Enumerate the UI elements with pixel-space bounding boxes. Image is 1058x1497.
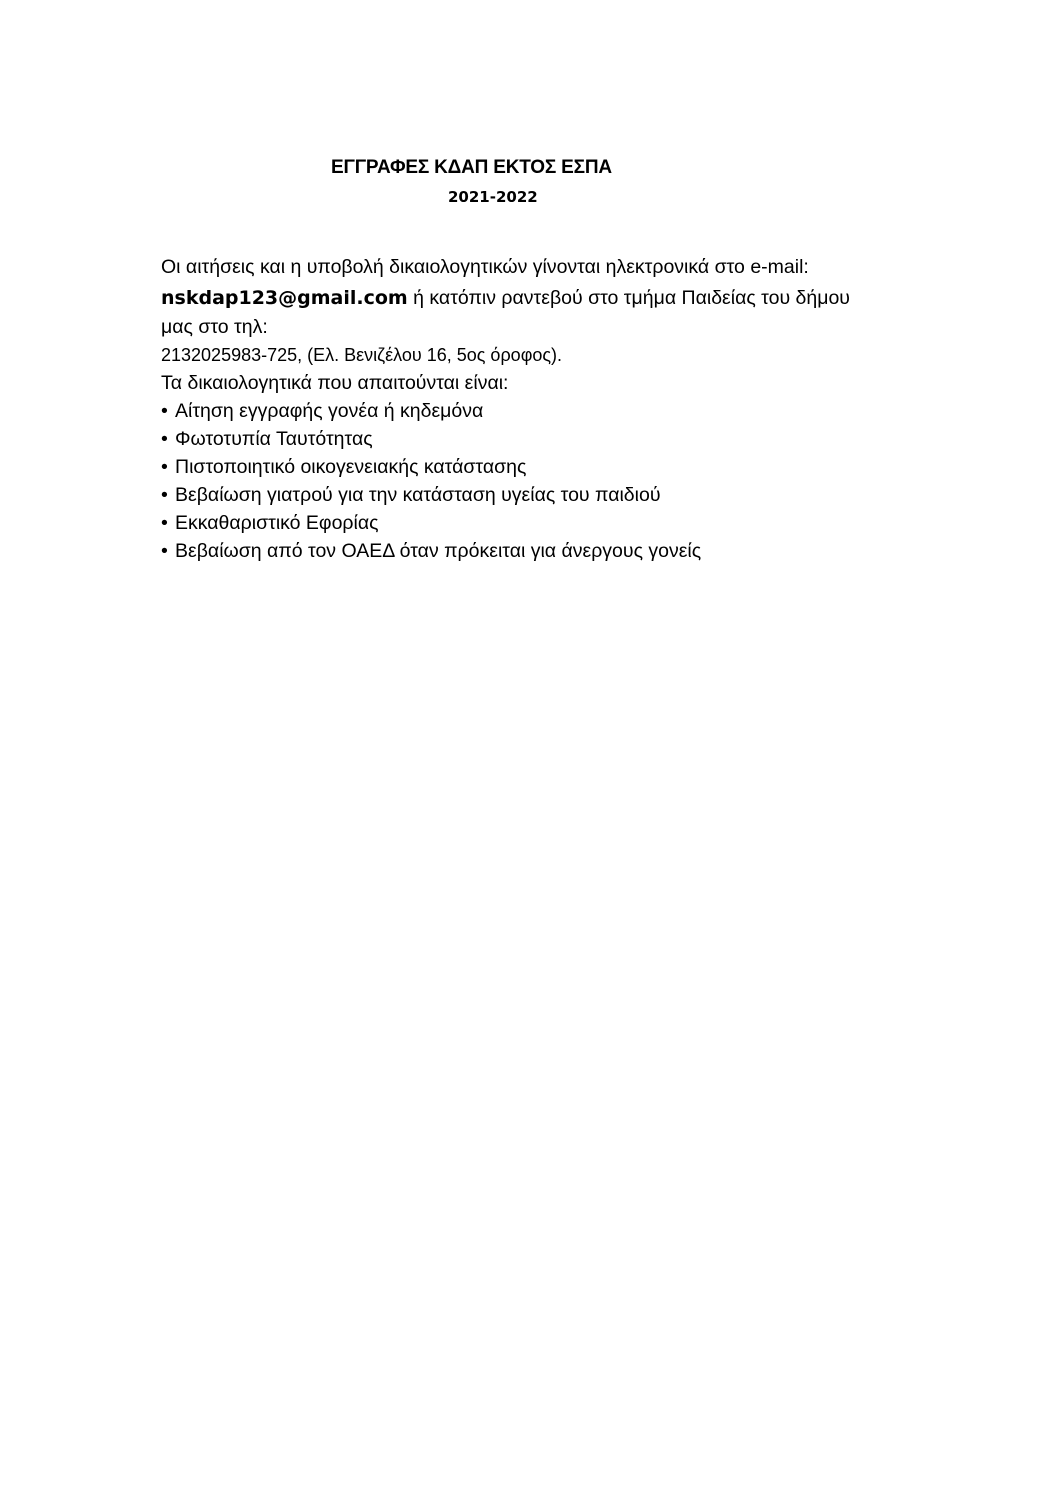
document-title: ΕΓΓΡΑΦΕΣ ΚΔΑΠ ΕΚΤΟΣ ΕΣΠΑ	[331, 157, 612, 178]
school-year: 2021-2022	[448, 188, 538, 206]
bullet: •	[161, 400, 168, 422]
list-item-text: Αίτηση εγγραφής γονέα ή κηδεμόνα	[175, 400, 484, 422]
intro-line-1: Οι αιτήσεις και η υποβολή δικαιολογητικών γίνονται ηλεκτρονικά στο e-mail:	[161, 256, 809, 278]
email-address: nskdap123@gmail.com	[161, 287, 408, 309]
list-item-text: Βεβαίωση από τον ΟΑΕΔ όταν πρόκειται για άνεργους γονείς	[175, 540, 702, 562]
list-item	[161, 481, 701, 509]
list-item-text: Φωτοτυπία Ταυτότητας	[175, 428, 373, 450]
list-item	[161, 425, 701, 453]
list-item	[161, 509, 701, 537]
bullet: •	[161, 484, 168, 506]
bullet: •	[161, 428, 168, 450]
list-item	[161, 453, 701, 481]
intro-line-2-rest: ή κατόπιν ραντεβού στο τμήμα Παιδείας του δήμου	[407, 287, 850, 309]
list-item	[161, 397, 701, 425]
bullet: •	[161, 456, 168, 478]
requirements-list	[161, 397, 701, 565]
list-item	[161, 537, 701, 565]
intro-line-3: μας στο τηλ:	[161, 316, 268, 338]
list-item-text: Βεβαίωση γιατρού για την κατάσταση υγείας του παιδιού	[175, 484, 661, 506]
requirements-heading: Τα δικαιολογητικά που απαιτούνται είναι:	[161, 372, 509, 394]
intro-line-2	[161, 284, 850, 312]
bullet: •	[161, 512, 168, 534]
list-item-text: Πιστοποιητικό οικογενειακής κατάστασης	[175, 456, 527, 478]
bullet: •	[161, 540, 168, 562]
list-item-text: Εκκαθαριστικό Εφορίας	[175, 512, 379, 534]
contact-line: 2132025983-725, (Ελ. Βενιζέλου 16, 5ος όροφος).	[161, 345, 563, 365]
